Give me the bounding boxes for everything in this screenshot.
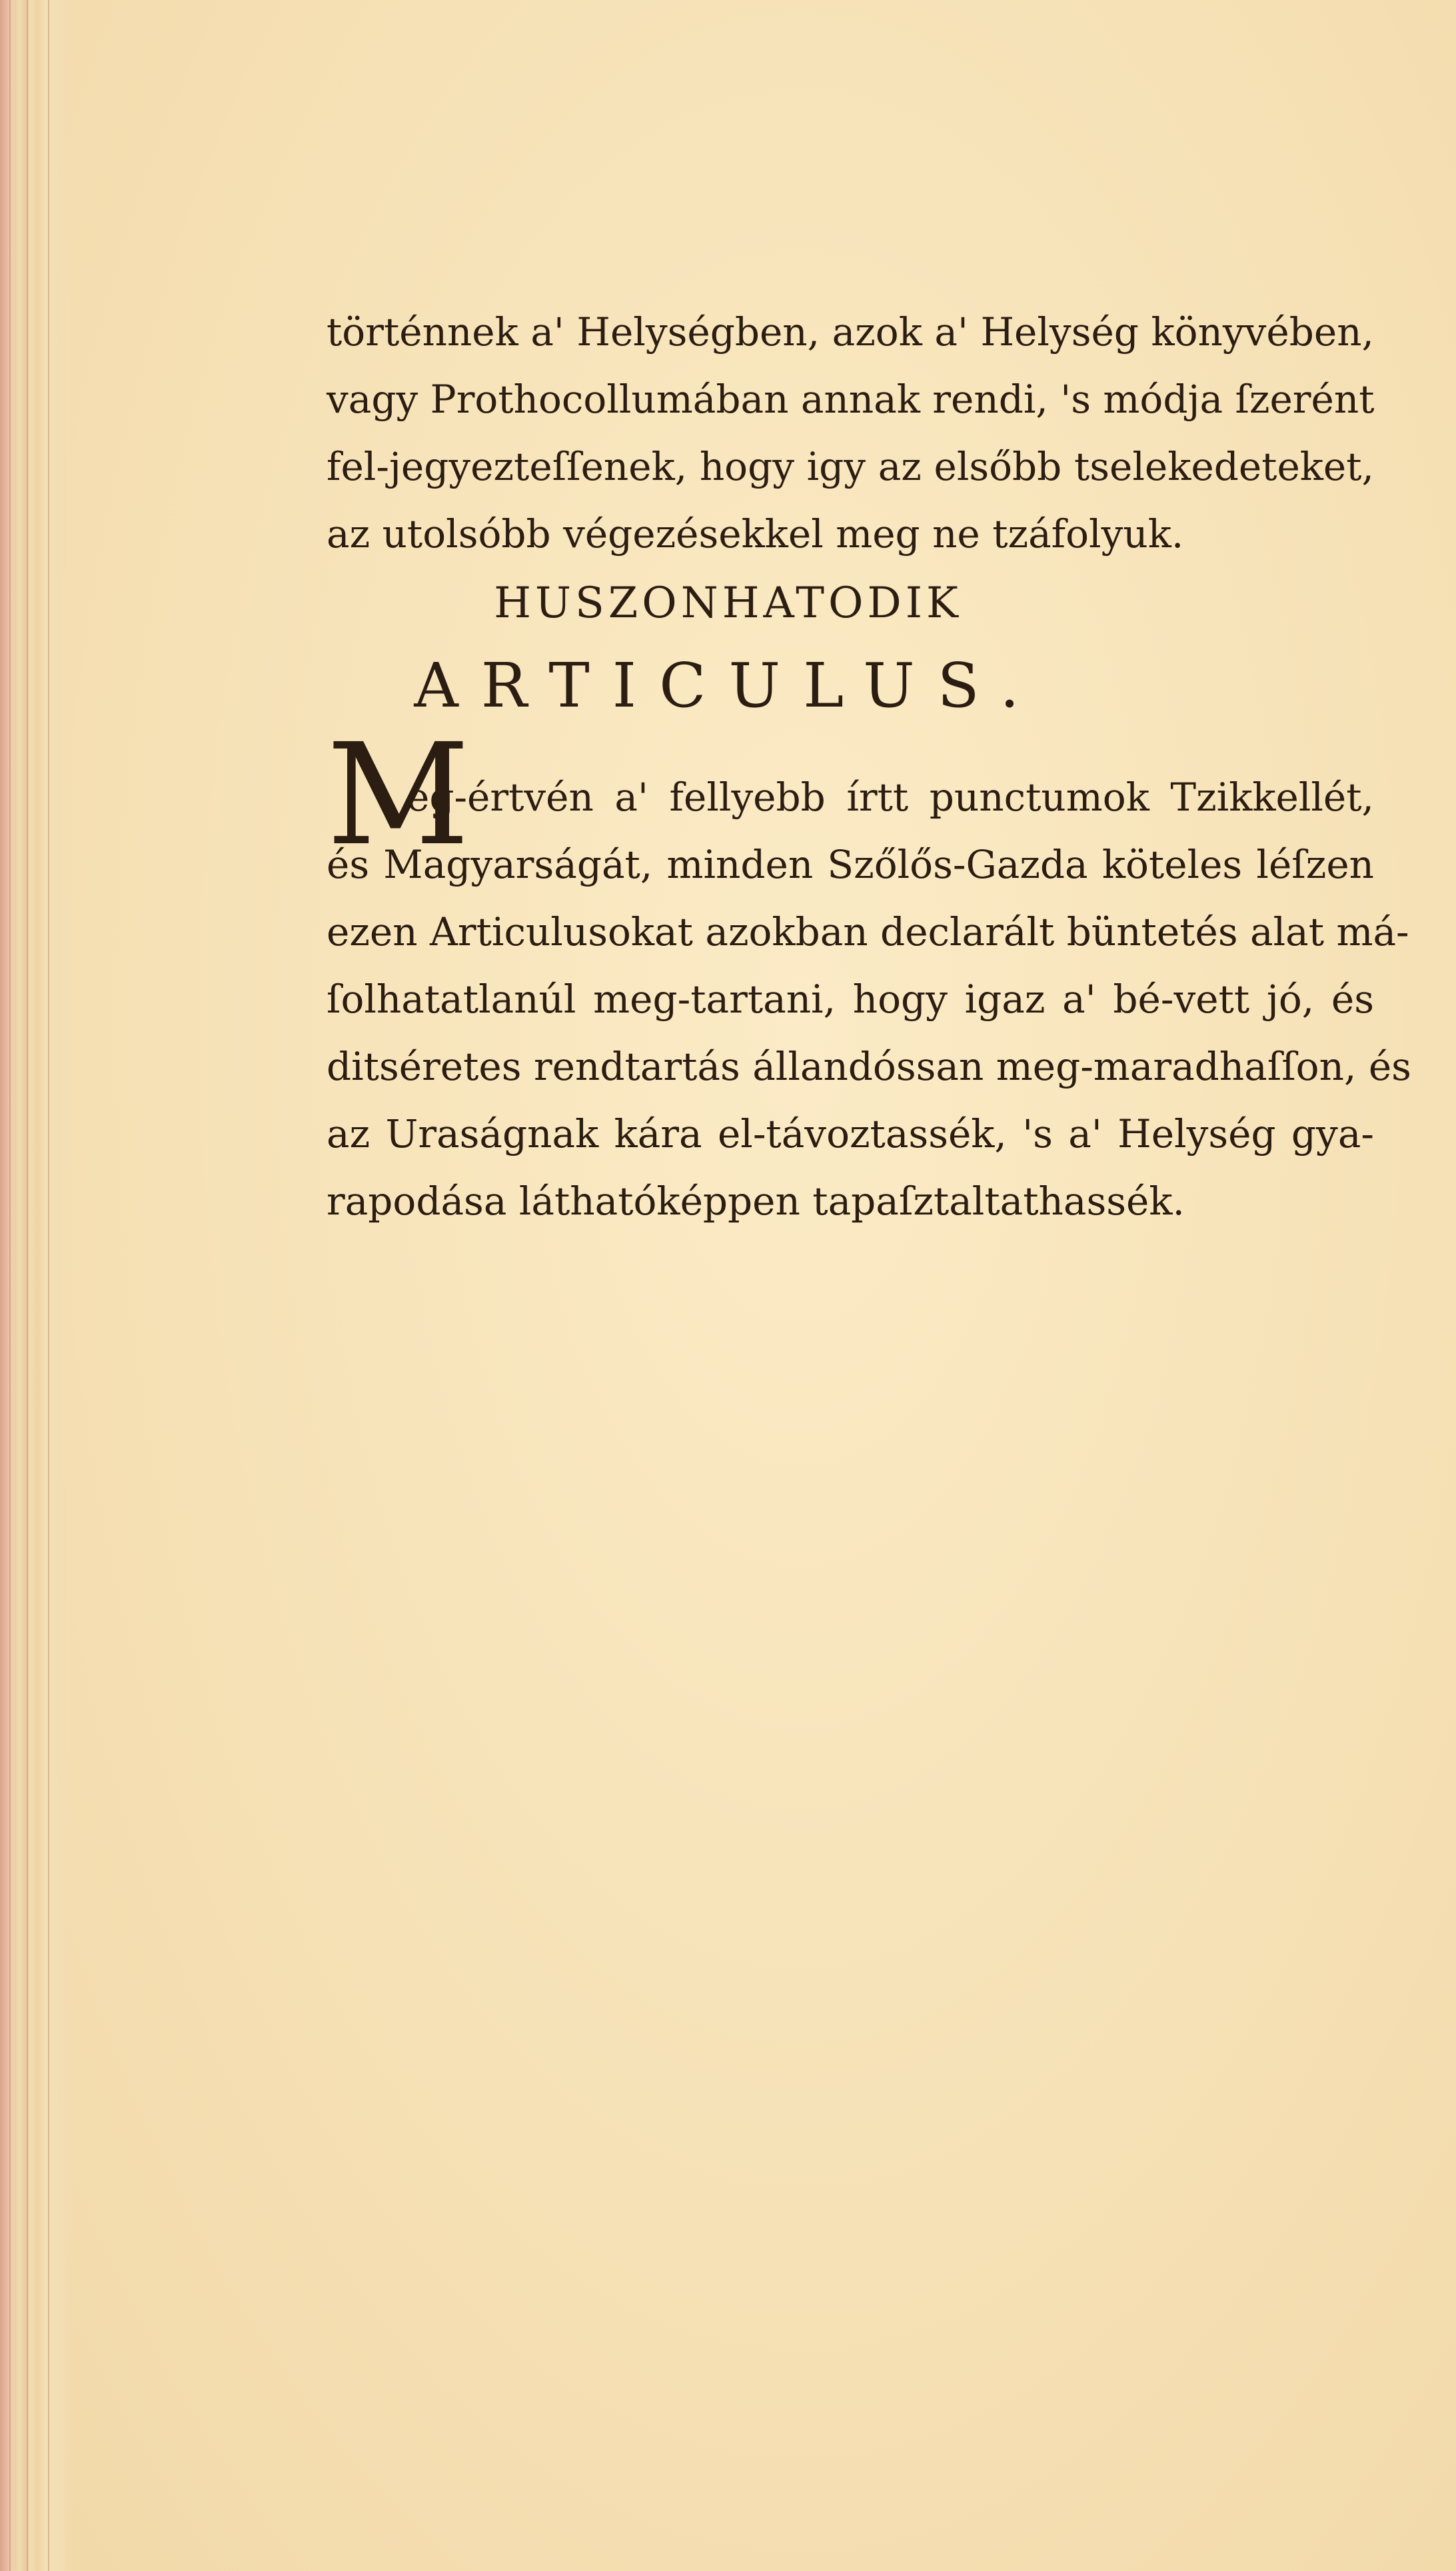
- text-line: vagy Prothocollumában annak rendi, 's módja ſzerént: [327, 377, 1375, 422]
- text-line: az utolsóbb végezésekkel meg ne tzáfolyuk.: [327, 511, 1184, 557]
- text-line: és Magyarságát, minden Szőlős-Gazda köteles léſzen: [327, 842, 1374, 887]
- text-line: ezen Articulusokat azokban declarált büntetés alat má-: [327, 909, 1409, 955]
- article-heading: ARTICULUS.: [414, 650, 1042, 721]
- article-paragraph: [327, 764, 1411, 1235]
- page-stack-edge: [0, 0, 73, 2571]
- text-line: ditséretes rendtartás állandóssan meg-maradhaſſon, és: [327, 1044, 1411, 1089]
- text-line: ſolhatatlanúl meg-tartani, hogy igaz a' bé-vett jó, és: [327, 977, 1374, 1022]
- text-line: fel-jegyezteſſenek, hogy igy az elsőbb tselekedeteket,: [327, 444, 1374, 489]
- page-edge-line: [27, 0, 28, 2571]
- text-line: eg-értvén a' fellyebb írtt punctumok Tzikkellét,: [406, 775, 1374, 820]
- text-line: az Uraságnak kára el-távoztassék, 's a' Helység gya-: [327, 1111, 1374, 1157]
- page-edge-line: [9, 0, 11, 2571]
- drop-cap: M: [327, 713, 470, 877]
- page-edge-line: [48, 0, 49, 2571]
- text-line: rapodása láthatóképpen tapaſztaltathassék.: [327, 1179, 1185, 1224]
- section-heading: HUSZONHATODIK: [494, 579, 962, 628]
- paragraph-continuation: [327, 299, 1374, 568]
- text-line: történnek a' Helységben, azok a' Helység könyvében,: [327, 309, 1374, 355]
